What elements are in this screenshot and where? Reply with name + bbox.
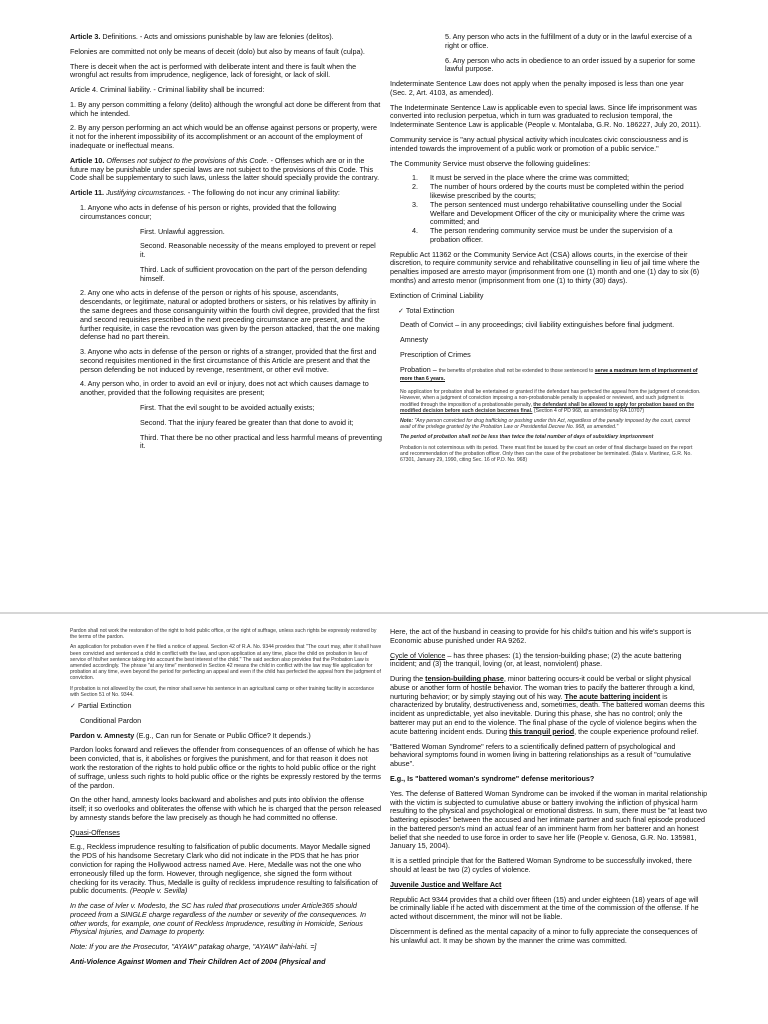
requisite-third: Third. Lack of sufficient provocation on the part of the person defending himself. [140, 264, 367, 283]
article-3: Article 3. Definitions. - Acts and omissions punishable by law are felonies (delitos). [70, 33, 334, 41]
top-right-column [390, 33, 702, 608]
requisite-second: Second. Reasonable necessity of the means employed to prevent or repel it. [140, 241, 376, 260]
deceit-text: There is deceit when the act is performed with deliberate intent and there is fault when the wrongful act results from imprudence, negligence, lack of foresight, or lack of skill. [70, 61, 357, 80]
pardon-note: Pardon shall not work the restoration of the right to hold public office, or the right of suffrage, unless such rights be expressly restored by the terms of the pardon. [70, 628, 377, 641]
article-11-item-1: 1. Anyone who acts in defense of his person or rights, provided that the following circumstances concur; [80, 202, 337, 221]
article-10: Article 10. Offenses not subject to the provisions of this Code. - Offenses which are or in the future may be punishable under special laws are not subject to the provisions of this Code. This Code shall be supplementary to such laws, unless the latter should specially provide the contrary. [70, 155, 380, 183]
bottom-left-column [70, 628, 382, 1024]
probation-appeal-note: An application for probation even if he filed a notice of appeal. Section 42 of R.A. No. 9344 provides that "The court may, after it shall have been convicted and sentenced a child in conflict with the law, and upon application at any time, place the child on probation in lieu of service of his/her sentence taking into account the best interest of the child." The said section also provides that the Probation Law is amended accordingly. The phrase "at any time" mentioned in Section 42 means the child in conflict with the law may file application for probation at any time, even beyond the period for perfecting an appeal and even if the child has perfected the appeal from the judgment of conviction. [70, 644, 382, 682]
requisite-third: Third. That there be no other practical and less harmful means of preventing it. [140, 432, 382, 451]
community-service-def: Community service is "any actual physical activity which inculcates civic consciousness and is intended towards the improvement of a public work or promotion of a public service." [390, 135, 689, 153]
agricultural-camp-note: If probation is not allowed by the court, the minor shall serve his sentence in an agricultural camp or other training facility in accordance with Section 51 of No. 9344. [70, 685, 375, 698]
requisite-second: Second. That the injury feared be greater than that done to avoid it; [140, 417, 354, 427]
bottom-right-column [390, 628, 708, 1024]
bws-settled: It is a settled principle that for the Battered Woman Syndrome to be successfully invoked, there should at least be two (2) cycles of violence. [390, 856, 692, 874]
list-item: 4. The person rendering community service must be under the supervision of a probation officer. [420, 227, 702, 245]
article-11: Article 11. Justifying circumstances. - The following do not incur any criminal liability: [70, 188, 340, 198]
total-extinction: ✓ Total Extinction [398, 305, 455, 315]
quasi-offenses-heading: Quasi-Offenses [70, 827, 120, 837]
juvenile-heading: Juvenile Justice and Welfare Act [390, 879, 502, 889]
isl-text-1: Indeterminate Sentence Law does not apply when the penalty imposed is less than one year (Sec. 2, Art. 4103, as amended). [390, 79, 684, 97]
probation-note-2: Note: "Any person convicted for drug trafficking or pushing under this Act, regardless of the penalty imposed by the court, cannot avail of the privilege granted by the Probation Law or Presidential Decree No. 968, as amended." [400, 418, 691, 431]
amnesty: Amnesty [400, 335, 428, 345]
partial-extinction: ✓ Partial Extinction [70, 701, 132, 711]
probation-note-3: The period of probation shall not be less than twice the total number of days of subsidiary imprisonment [400, 434, 654, 441]
ra-9344-text: Republic Act 9344 provides that a child over fifteen (15) and under eighteen (18) years of age will be criminally liable if he acted with discernment at the time of the commission of the offense. If he acted without discernment, the minor will not be liable. [390, 894, 699, 922]
article-4-item-1: 1. By any person committing a felony (delito) although the wrongful act done be different from that which he intended. [70, 99, 381, 118]
phases-description: During the tension-building phase, minor battering occurs-it could be verbal or slight physical abuse or another form of hostile behavior. The woman tries to pacify the batterer through a kind, nurturing behavior; or by simply staying out of his way. The acute battering incident is characterized by brutality, destructiveness and, sometimes, death. The battered woman deems this incident as unpredictable, yet also inevitable. During this phase, she has no control; only the batterer may put an end to the violence. The final phase of the cycle of violence begins when the acute battering incident ends. During this tranquil period, the couple experience profound relief. [390, 674, 705, 736]
amnesty-text: On the other hand, amnesty looks backward and abolishes and puts into oblivion the offense itself; it so overlooks and obliterates the offense with which he is charged that the person released by amnesty stands before the law precisely as though he had committed no offense. [70, 795, 382, 822]
prescription: Prescription of Crimes [400, 349, 471, 359]
probation-note-1: No application for probation shall be entertained or granted if the defendant has perfected the appeal from the judgment of conviction. However, when a judgment of conviction imposing a non-probationable penalty is appealed or reviewed, and such judgment is modified through the imposition of a probationable penalty, the defendant shall be allowed to apply for probation based on the modified decision before such decision becomes final. (Section 4 of PD 968, as amended by RA 10707) [400, 389, 701, 414]
probation: Probation – the benefits of probation shall not be extended to those sentenced to serve a maximum term of imprisonment of more than 6 years. [400, 364, 698, 383]
bws-definition: "Battered Woman Syndrome" refers to a scientifically defined pattern of psychological and behavioral symptoms found in women living in battering relationships as a result of "cumulative abuse". [390, 741, 691, 769]
economic-abuse-text: Here, the act of the husband in ceasing to provide for his child's tuition and his wife's support is Economic abuse punished under RA 9262. [390, 628, 692, 645]
article-4: Article 4. Criminal liability. - Criminal liability shall be incurred: [70, 85, 265, 95]
ra-11362-text: Republic Act 11362 or the Community Service Act (CSA) allows courts, in the exercise of their discretion, to require community service and rehabilitative counselling in lieu of jail time where the penalties imposed are arresto mayor (imprisonment from one (1) month and one (1) day to six (6) months) and arresto menor (imprisonment from one (1) to thirty (30) days). [390, 249, 700, 285]
discernment-text: Discernment is defined as the mental capacity of a minor to fully appreciate the consequences of his unlawful act. It may be shown by the manner the crime was committed. [390, 926, 698, 945]
conditional-pardon: Conditional Pardon [80, 715, 142, 725]
bws-question: E.g., Is "battered woman's syndrome" defense meritorious? [390, 773, 595, 783]
death-of-convict: Death of Convict – in any proceedings; civil liability extinguishes before final judgment. [400, 320, 675, 330]
isl-text-2: The Indeterminate Sentence Law is applicable even to special laws. Since life imprisonment was converted into reclusion perpetua, which in turn was graduated to reclusion temporal, the Indeterminate Sentence Law is applicable (People v. Montalaba, G.R. No. 186227, July 20, 2011). [390, 102, 701, 130]
pardon-text: Pardon looks forward and relieves the offender from consequences of an offense of which he has been convicted, that is, it abolishes or forgives the punishment, and for that reason it does not work the restoration of the rights to hold public office or the rights to hold public office or the right of suffrage, unless such rights to hold public office or the rights be expressly restored by the terms of the pardon. [70, 745, 381, 790]
requisite-first: First. Unlawful aggression. [140, 226, 225, 236]
vawc-heading: Anti-Violence Against Women and Their Children Act of 2004 (Physical and [70, 957, 326, 966]
pardon-v-amnesty: Pardon v. Amnesty (E.g., Can run for Senate or Public Office? It depends.) [70, 730, 311, 740]
article-11-item-2: 2. Any one who acts in defense of the person or rights of his spouse, ascendants, descendants, or legitimate, natural or adopted brothers or sisters, or his relatives by affinity in the same degrees and those consanguinity within the fourth civil degree, provided that the first and second requisites prescribed in the next preceding circumstance are present, and the further requisite, in case the revocation was given by the person attacked, that the one making defense had no part therein. [80, 288, 380, 342]
bws-answer: Yes. The defense of Battered Woman Syndrome can be invoked if the woman in marital relationship with the victim is subjected to cumulative abuse or battery involving the infliction of physical harm resulting to the physical and psychological or emotional distress. In sum, there must be "at least two battering episodes" between the accused and her intimate partner and such final episode produced in the battered person's mind an actual fear of an imminent harm from her batterer and an honest belief that she needed to use force in order to save her life (People v. Genosa, G.R. No. 135981, January 15, 2004). [390, 788, 708, 851]
felonies-text: Felonies are committed not only be means of deceit (dolo) but also by means of fault (culpa). [70, 46, 365, 56]
bottom-sheet [0, 614, 768, 1024]
community-service-guidelines: The Community Service must observe the following guidelines: [390, 158, 591, 168]
small-notes [70, 628, 382, 698]
article-11-item-5: 5. Any person who acts in the fulfillment of a duty or in the lawful exercise of a right or office. [445, 33, 692, 50]
extinction-heading: Extinction of Criminal Liability [390, 290, 484, 300]
prosecutor-note: Note: If you are the Prosecutor, "AYAW" patakag oharge, "AYAW" ilahi-lahi. =] [70, 942, 317, 952]
article-4-item-2: 2. By any person performing an act which would be an offense against persons or property, were it not for the inherent impossibility of its accomplishment or an account of the employment of inadequate or ineffectual means. [70, 123, 377, 151]
top-left-column [70, 33, 382, 608]
cycle-of-violence: Cycle of Violence – has three phases: (1) the tension-building phase; (2) the acute battering incident; and (3) the tranquil, loving (or, at least, nonviolent) phase. [390, 650, 682, 669]
list-item: 3. The person sentenced must undergo rehabilitative counselling under the Social Welfare and Development Officer of the city or municipality where the crime was committed; and [420, 201, 702, 227]
article-11-item-6: 6. Any person who acts in obedience to an order issued by a superior for some lawful purpose. [445, 55, 696, 74]
quasi-offenses-example: E.g., Reckless imprudence resulting to falsification of public documents. Mayor Medalle signed the PDS of his handsome Secretary Clark who did not indicate in the PDS that he has prior conviction for raping the Hollywood actress named Ave. Here, Medalle was not the one who erroneously filled up the form. However, through negligence, she signed the form without checking for its veracity. Thus, Medalle is guilty of reckless imprudence resulting to falsification of public documents. (People v. Sevilla) [70, 842, 378, 896]
guidelines-list [390, 174, 702, 244]
list-item: 1. It must be served in the place where the crime was committed; [420, 174, 702, 183]
article-11-item-3: 3. Anyone who acts in defense of the person or rights of a stranger, provided that the first and second requisites mentioned in the first circumstance of this Article are present and that the person defending be not induced by revenge, resentment, or other evil motive. [80, 347, 377, 374]
list-item: 2. The number of hours ordered by the courts must be completed within the period likewise prescribed by the courts; [420, 183, 702, 201]
article-11-item-4: 4. Any person who, in order to avoid an evil or injury, does not act which causes damage to another, provided that the following requisites are present; [80, 379, 369, 398]
ivler-text: In the case of Ivler v. Modesto, the SC has ruled that prosecutions under Article365 should proceed from a SINGLE charge regardless of the number or severity of the consequences. In other words, for example, one count of Reckless Imprudence, resulting in Homicide, Serious Physical Injuries, and Damage to property. [70, 901, 367, 937]
requisite-first: First. That the evil sought to be avoided actually exists; [140, 403, 315, 412]
probation-note-4: Probation is not coterminous with its period. There must first be issued by the court an order of final discharge based on the report and recommendation of the probation officer. Only then can the case of the probationer be terminated. (Bala v. Martinez, G.R. No. 67301, January 29, 1990, citing Sec. 16 of P.D. No. 968) [400, 444, 693, 464]
